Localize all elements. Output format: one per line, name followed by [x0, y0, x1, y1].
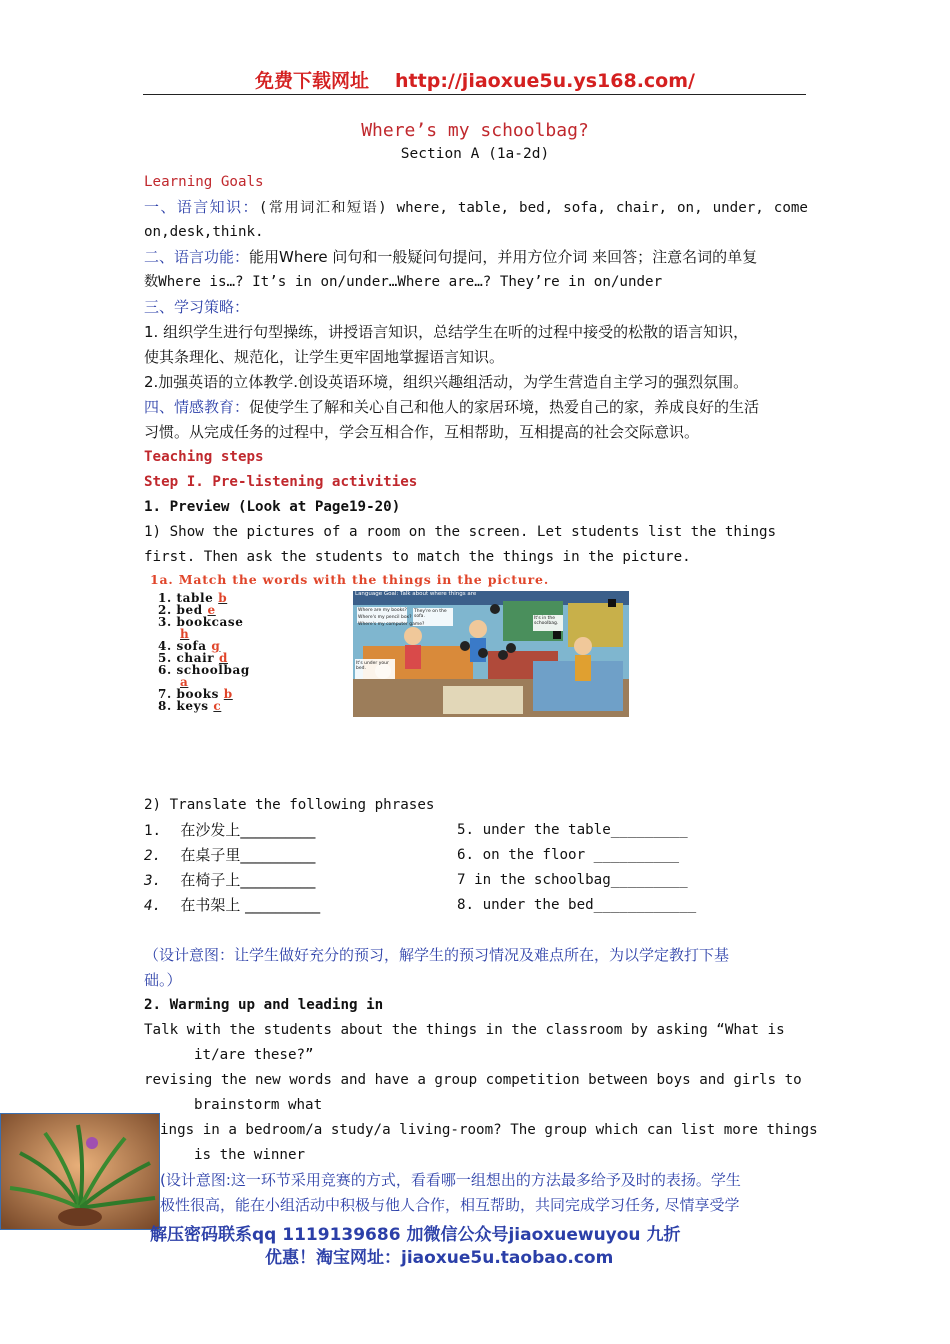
goal3-label: 三、学习策略：: [144, 298, 250, 316]
phrase-right-6: 6. on the floor __________: [457, 847, 680, 863]
exercise-heading: 1a. Match the words with the things in the picture.: [150, 572, 549, 587]
speech-bubble: Where's my computer game?: [358, 622, 425, 627]
phrase-right-5: 5. under the table_________: [457, 822, 688, 838]
phrase-right-8: 8. under the bed____________: [457, 897, 697, 913]
strategy1-line2: 使其条理化、规范化，让学生更牢固地掌握语言知识。: [144, 348, 505, 366]
phrase-right-7: 7 in the schoolbag_________: [457, 872, 688, 888]
speech-bubble: It's under your bed.: [356, 661, 389, 671]
room-illustration: [353, 591, 629, 717]
header-url-link[interactable]: http://jiaoxue5u.ys168.com/: [395, 70, 695, 92]
design-intent-2-line2: 极性很高，能在小组活动中积极与他人合作，相互帮助，共同完成学习任务, 尽情享受学: [160, 1196, 740, 1214]
exercise-item: 1. table b: [158, 591, 228, 605]
document-title: Where’s my schoolbag?: [361, 120, 589, 141]
header-label: 免费下载网址: [255, 70, 370, 92]
learning-goals-heading: Learning Goals: [144, 174, 264, 190]
document-subtitle: Section A (1a-2d): [400, 146, 550, 162]
strategy1-line1: 1. 组织学生进行句型操练，讲授语言知识，总结学生在听的过程中接受的松散的语言知识，: [144, 323, 749, 341]
potted-plant-svg: [0, 1113, 160, 1230]
warming-line1: Talk with the students about the things in the classroom by asking “What is: [144, 1022, 785, 1038]
speech-bubble: Where are my books?: [358, 608, 407, 613]
preview-line1: 1) Show the pictures of a room on the screen. Let students list the things: [144, 524, 777, 540]
exercise-item: 3. bookcase: [158, 615, 244, 629]
exercise-item: h: [180, 627, 190, 641]
speech-bubble: It's in the schoolbag.: [534, 616, 559, 626]
exercise-item: 5. chair d: [158, 651, 228, 665]
footer-line2: 优惠！淘宝网址：jiaoxue5u.taobao.com: [265, 1248, 614, 1268]
strategy2: 2.加强英语的立体教学.创设英语环境，组织兴趣组活动，为学生营造自主学习的强烈氛围。: [144, 373, 749, 391]
speech-bubble: Where's my pencil box?: [358, 615, 412, 620]
warming-line2: it/are these?”: [194, 1047, 314, 1063]
potted-plant-image: [0, 1113, 160, 1230]
phrase-left-1: 1. 在沙发上__________: [144, 821, 316, 839]
goal1-text: (常用词汇和短语) where, table, bed, sofa, chair, on, under, come: [258, 200, 808, 216]
preview-heading: 1. Preview (Look at Page19-20): [144, 499, 401, 515]
step1-heading: Step I. Pre-listening activities: [144, 474, 418, 490]
goal1-label: 一、语言知识：: [144, 198, 259, 216]
header-divider: [143, 94, 806, 95]
goal2-text: 能用Where 问句和一般疑问句提问，并用方位介词 来回答；注意名词的单复: [249, 248, 758, 266]
design-intent-2-line1: (设计意图:这一环节采用竞赛的方式，看看哪一组想出的方法最多给予及时的表扬。学生: [160, 1171, 741, 1189]
speech-bubble: They're on the sofa.: [414, 609, 447, 619]
exercise-item: 4. sofa g: [158, 639, 221, 653]
teaching-steps-heading: Teaching steps: [144, 449, 264, 465]
phrase-left-2: 2. 在桌子里__________: [144, 846, 316, 864]
footer-line1: 解压密码联系qq 1119139686 加微信公众号jiaoxuewuyou 九折: [150, 1225, 681, 1245]
design-intent-1-line2: 础。）: [144, 971, 182, 989]
phrase-left-3: 3. 在椅子上__________: [144, 871, 316, 889]
warming-heading: 2. Warming up and leading in: [144, 997, 384, 1013]
goal4-text: 促使学生了解和关心自己和他人的家居环境，热爱自己的家，养成良好的生活: [249, 398, 760, 416]
goal1-line2: on,desk,think.: [144, 224, 264, 240]
exercise-item: 2. bed e: [158, 603, 216, 617]
warming-line3: revising the new words and have a group competition between boys and girls to: [144, 1072, 802, 1088]
translate-heading: 2) Translate the following phrases: [144, 797, 435, 813]
design-intent-1-line1: （设计意图：让学生做好充分的预习，解学生的预习情况及难点所在，为以学定教打下基: [144, 946, 730, 964]
exercise-item: 7. books b: [158, 687, 233, 701]
warming-line5: ings in a bedroom/a study/a living-room? The group which can list more things: [160, 1122, 818, 1138]
picture-caption: Language Goal: Talk about where things are: [355, 591, 477, 597]
exercise-item: 6. schoolbag: [158, 663, 250, 677]
exercise-item: a: [180, 675, 189, 689]
warming-line6: is the winner: [194, 1147, 306, 1163]
goal2-line1: [144, 245, 808, 270]
goal4-label: 四、情感教育：: [144, 398, 250, 416]
goal4-line2: 习惯。从完成任务的过程中，学会互相合作，互相帮助，互相提高的社会交际意识。: [144, 423, 700, 441]
header-banner: [0, 66, 950, 93]
warming-line4: brainstorm what: [194, 1097, 323, 1113]
exercise-1a: [150, 572, 630, 722]
phrase-left-4: 4. 在书架上 __________: [144, 896, 321, 914]
goal4-line1: [144, 395, 808, 420]
exercise-item: 8. keys c: [158, 699, 222, 713]
goal2-line2: 数Where is…? It’s in on/under…Where are…? They’re in on/under: [144, 274, 663, 290]
goal2-label: 二、语言功能：: [144, 248, 250, 266]
preview-line2: first. Then ask the students to match the things in the picture.: [144, 549, 691, 565]
goal1-line1: [144, 195, 808, 221]
